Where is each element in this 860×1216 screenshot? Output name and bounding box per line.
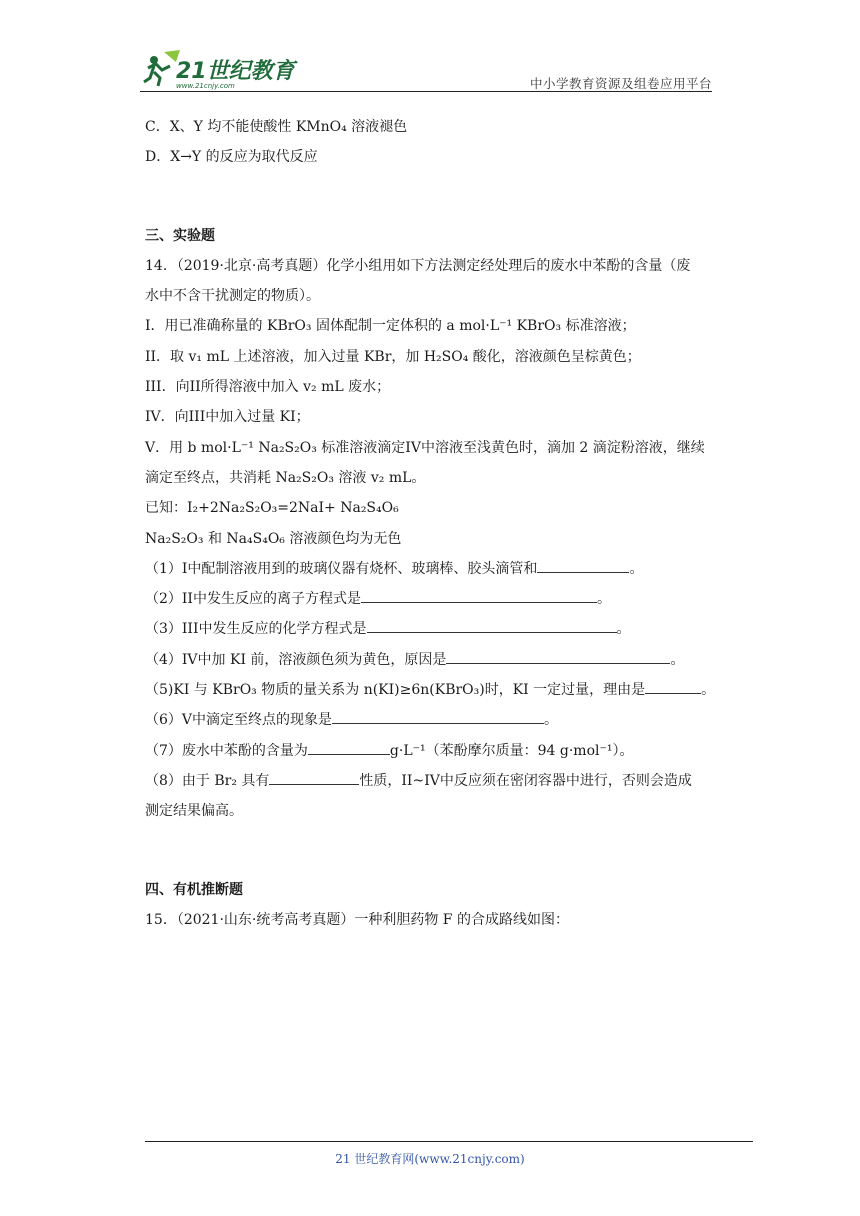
part-4: （4）IV中加 KI 前，溶液颜色须为黄色，原因是 。: [145, 645, 715, 675]
part-8-line2: 测定结果偏高。: [145, 803, 243, 820]
option-d: D．X→Y 的反应为取代反应: [145, 149, 318, 166]
logo-url: www.21cnjy.com: [176, 82, 235, 90]
answer-blank-6[interactable]: [332, 709, 544, 724]
part-8: （8）由于 Br₂ 具有 性质，II~IV中反应须在密闭容器中进行，否则会造成: [145, 766, 715, 796]
header-divider: [140, 91, 712, 92]
step-1: I．用已准确称量的 KBrO₃ 固体配制一定体积的 a mol·L⁻¹ KBrO₃ 标准溶液；: [145, 318, 636, 335]
answer-blank-1[interactable]: [537, 558, 629, 573]
q15-stem: 15．（2021·山东·统考高考真题）一种利胆药物 F 的合成路线如图：: [145, 911, 569, 928]
part-7: （7）废水中苯酚的含量为 g·L⁻¹（苯酚摩尔质量：94 g·mol⁻¹）。: [145, 736, 715, 766]
known-equation: 已知：I₂+2Na₂S₂O₃=2NaI+ Na₂S₄O₆: [145, 500, 399, 517]
part-5: （5)KI 与 KBrO₃ 物质的量关系为 n(KI)≥6n(KBrO₃)时，KI 一定过量，理由是 。: [145, 675, 715, 705]
answer-blank-7[interactable]: [308, 740, 390, 755]
part-3: （3）III中发生反应的化学方程式是 。: [145, 614, 715, 644]
step-4: IV．向III中加入过量 KI；: [145, 409, 310, 426]
q14-stem-line1: 14．（2019·北京·高考真题）化学小组用如下方法测定经处理后的废水中苯酚的含量（废: [145, 257, 691, 274]
q14-stem-line2: 水中不含干扰测定的物质）。: [145, 288, 320, 305]
part-2: （2）II中发生反应的离子方程式是 。: [145, 584, 715, 614]
answer-blank-2[interactable]: [361, 588, 597, 603]
option-c: C．X、Y 均不能使酸性 KMnO₄ 溶液褪色: [145, 119, 408, 135]
part-6: （6）V中滴定至终点的现象是 。: [145, 705, 715, 735]
part-1: （1）I中配制溶液用到的玻璃仪器有烧杯、玻璃棒、胶头滴管和 。: [145, 554, 715, 584]
question-content: [145, 112, 715, 935]
answer-blank-3[interactable]: [367, 618, 617, 633]
platform-label: 中小学教育资源及组卷应用平台: [529, 76, 712, 91]
footer-text[interactable]: 21 世纪教育网(www.21cnjy.com): [335, 1152, 525, 1166]
step-5-line2: 滴定至终点，共消耗 Na₂S₂O₃ 溶液 v₂ mL。: [145, 469, 426, 486]
footer-divider: [145, 1141, 753, 1142]
section-3-heading: 三、实验题: [145, 227, 215, 244]
step-3: III．向II所得溶液中加入 v₂ mL 废水；: [145, 379, 391, 396]
known-color-note: Na₂S₂O₃ 和 Na₄S₄O₆ 溶液颜色均为无色: [145, 530, 402, 547]
answer-blank-4[interactable]: [446, 649, 670, 664]
page-header: [140, 44, 712, 92]
logo-text: 21世纪教育: [176, 59, 295, 84]
step-5-line1: V．用 b mol·L⁻¹ Na₂S₂O₃ 标准溶液滴定IV中溶液至浅黄色时，滴加 2 滴淀粉溶液，继续: [145, 439, 705, 456]
answer-blank-5[interactable]: [645, 679, 701, 694]
section-4-heading: 四、有机推断题: [145, 881, 243, 898]
step-2: II．取 v₁ mL 上述溶液，加入过量 KBr，加 H₂SO₄ 酸化，溶液颜色呈棕黄色；: [145, 348, 641, 365]
site-logo: [140, 48, 310, 90]
answer-blank-8[interactable]: [269, 770, 359, 785]
